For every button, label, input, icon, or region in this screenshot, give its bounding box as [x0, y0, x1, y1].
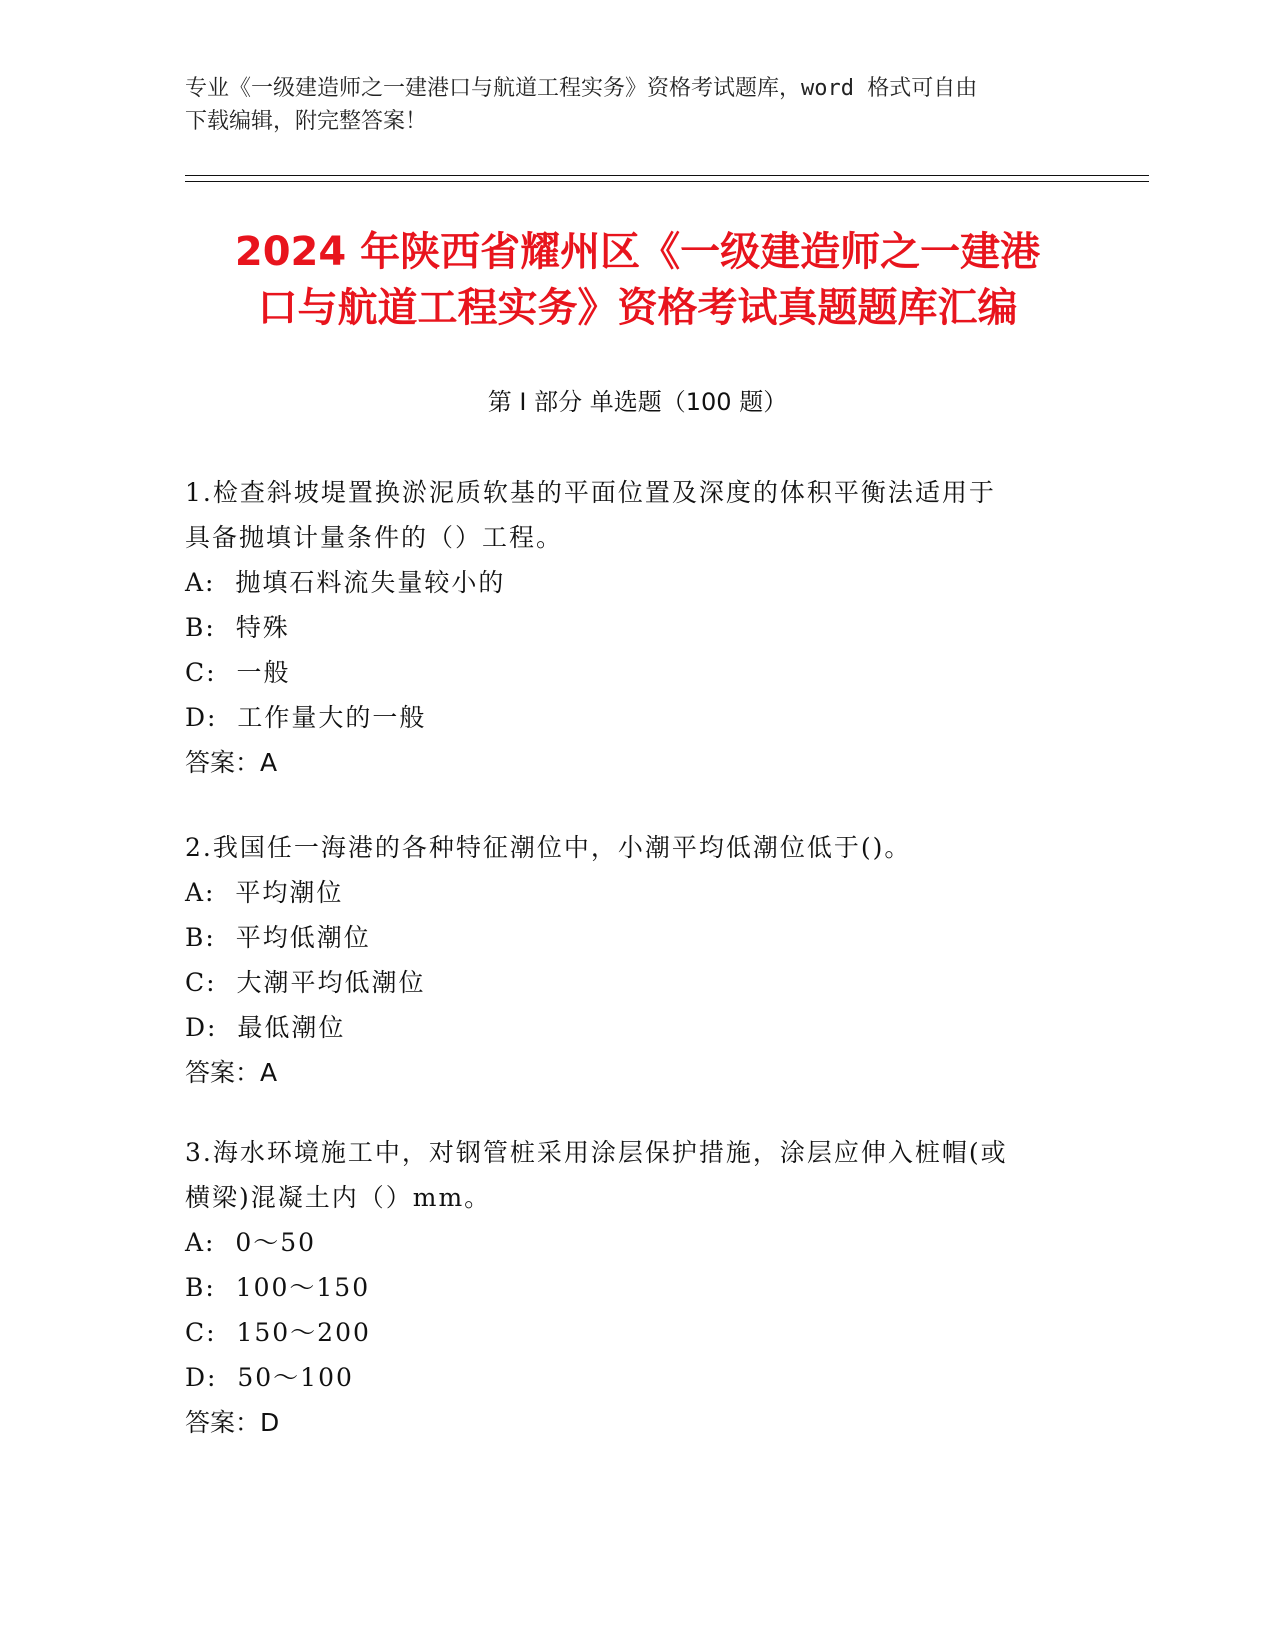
question-3 [185, 1130, 1085, 1445]
question-stem-line-1: 1.检查斜坡堤置换淤泥质软基的平面位置及深度的体积平衡法适用于 [185, 478, 996, 507]
answer: 答案：A [185, 1058, 278, 1087]
option-b: B: 平均低潮位 [185, 923, 371, 952]
option-d: D: 最低潮位 [185, 1013, 346, 1042]
document-title [140, 224, 1135, 336]
header-rule-bottom [185, 181, 1149, 182]
option-b: B: 特殊 [185, 613, 290, 642]
question-stem-line-1: 2.我国任一海港的各种特征潮位中，小潮平均低潮位低于()。 [185, 833, 912, 862]
option-c: C: 150～200 [185, 1318, 371, 1347]
header-rule-top [185, 175, 1149, 176]
option-a: A: 抛填石料流失量较小的 [185, 568, 506, 597]
option-a: A: 0～50 [185, 1228, 317, 1257]
question-stem-line-2: 具备抛填计量条件的（）工程。 [185, 523, 564, 552]
title-line-2: 口与航道工程实务》资格考试真题题库汇编 [257, 285, 1018, 331]
option-b: B: 100～150 [185, 1273, 371, 1302]
section-heading: 第 I 部分 单选题（100 题） [487, 388, 788, 416]
header-line-2: 下载编辑，附完整答案！ [185, 109, 428, 134]
question-stem-line-2: 横梁)混凝土内（）mm。 [185, 1183, 492, 1212]
question-1 [185, 470, 1085, 785]
option-c: C: 大潮平均低潮位 [185, 968, 426, 997]
title-line-1: 2024 年陕西省耀州区《一级建造师之一建港 [234, 229, 1041, 275]
answer: 答案：D [185, 1408, 280, 1437]
option-d: D: 50～100 [185, 1363, 354, 1392]
question-stem-line-1: 3.海水环境施工中，对钢管桩采用涂层保护措施，涂层应伸入桩帽(或 [185, 1138, 1008, 1167]
header-line-1: 专业《一级建造师之一建港口与航道工程实务》资格考试题库，word 格式可自由 [185, 76, 978, 101]
question-2 [185, 825, 1085, 1095]
answer: 答案：A [185, 748, 278, 777]
option-c: C: 一般 [185, 658, 291, 687]
option-d: D: 工作量大的一般 [185, 703, 427, 732]
option-a: A: 平均潮位 [185, 878, 344, 907]
document-header [185, 72, 1085, 138]
